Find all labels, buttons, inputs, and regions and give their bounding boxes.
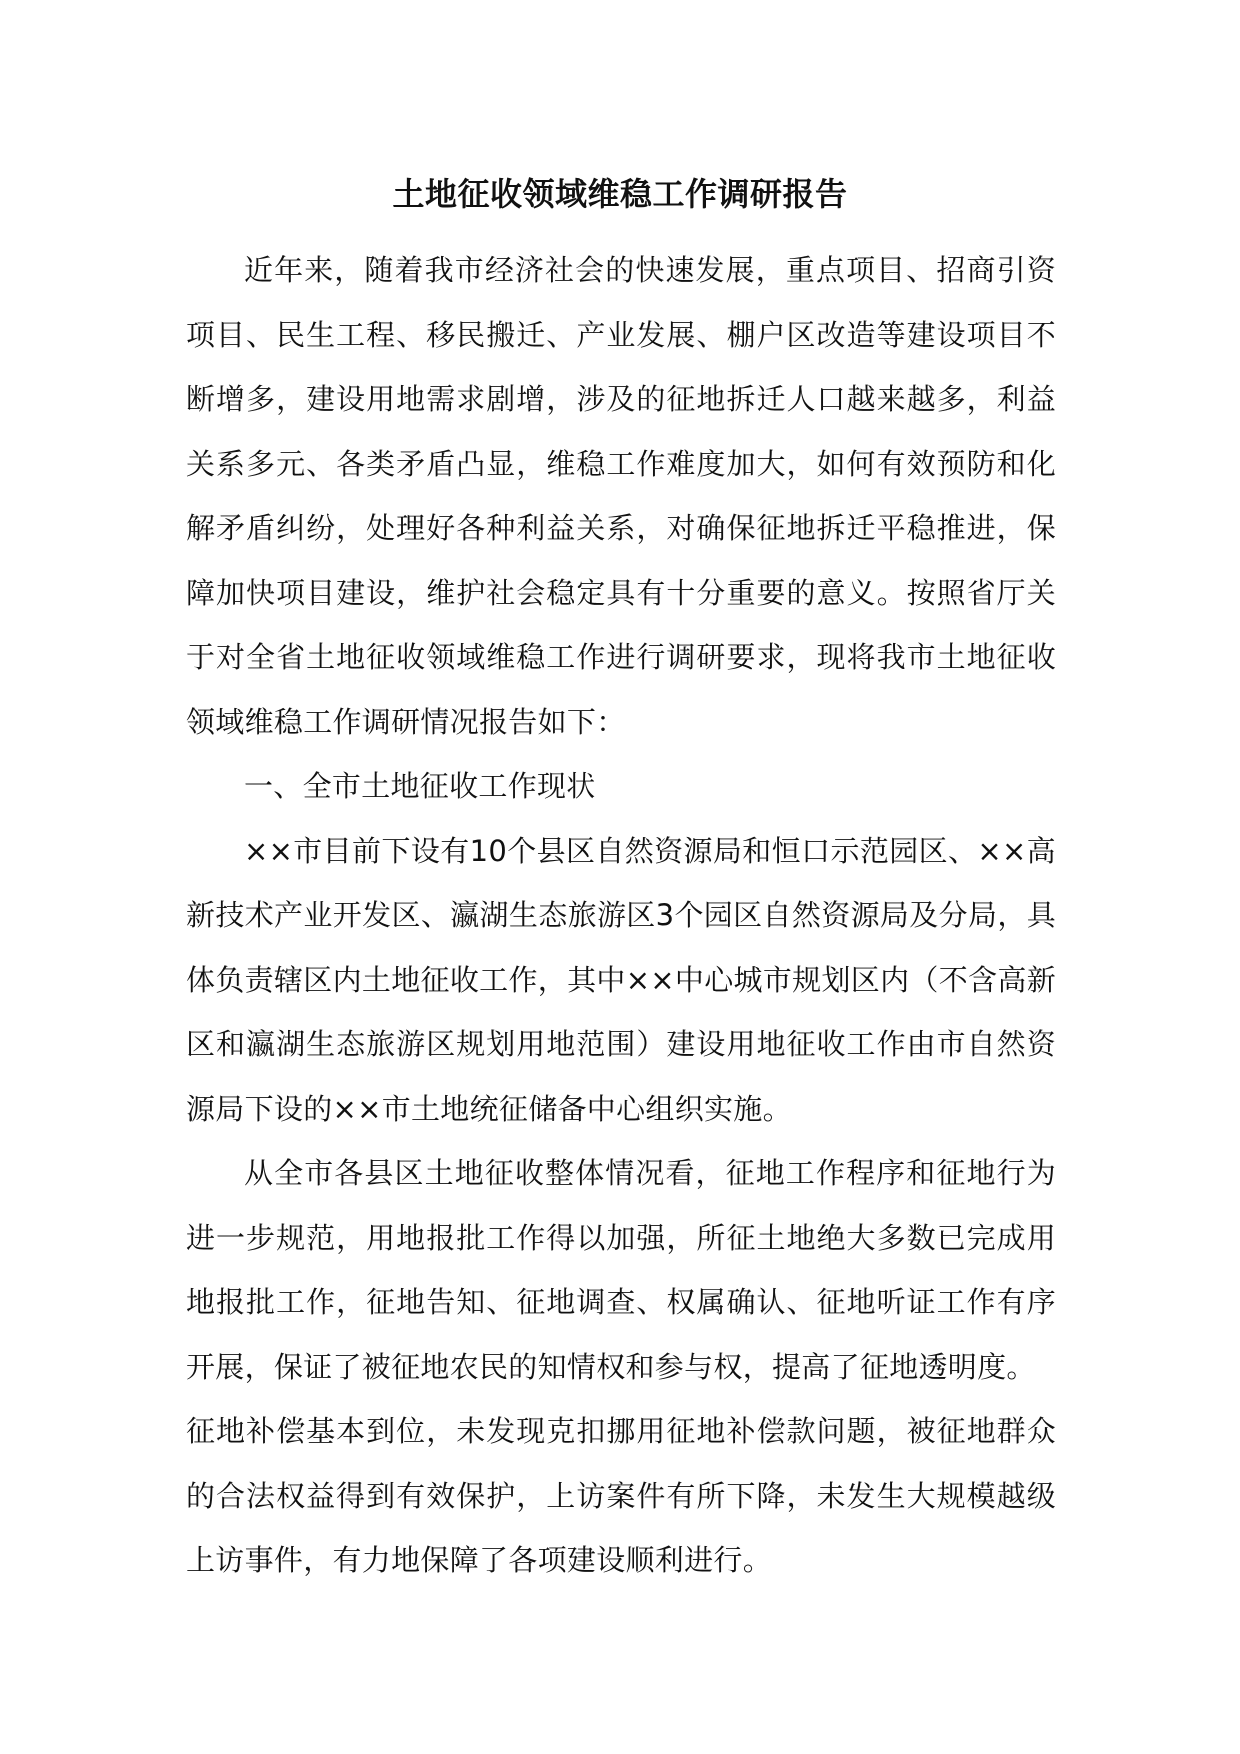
paragraph-agencies: ××市目前下设有10个县区自然资源局和恒口示范园区、××高新技术产业开发区、瀛湖生态旅游区3个园区自然资源局及分局，具体负责辖区内土地征收工作，其中××中心城市规划区内（不含高新区和瀛湖生态旅游区规划用地范围）建设用地征收工作由市自然资源局下设的××市土地统征储备中心组织实施。	[186, 833, 1056, 1126]
paragraph-overall-situation: 从全市各县区土地征收整体情况看，征地工作程序和征地行为进一步规范，用地报批工作得以加强，所征土地绝大多数已完成用地报批工作，征地告知、征地调查、权属确认、征地听证工作有序开展，保证了被征地农民的知情权和参与权，提高了征地透明度。	[186, 1156, 1056, 1384]
document-title: 土地征收领域维稳工作调研报告	[392, 175, 848, 213]
document-body	[186, 238, 1056, 1593]
paragraph-compensation: 征地补偿基本到位，未发现克扣挪用征地补偿款问题，被征地群众的合法权益得到有效保护，上访案件有所下降，未发生大规模越级上访事件，有力地保障了各项建设顺利进行。	[186, 1414, 1056, 1577]
section-heading: 一、全市土地征收工作现状	[244, 769, 596, 803]
intro-paragraph: 近年来，随着我市经济社会的快速发展，重点项目、招商引资项目、民生工程、移民搬迁、产业发展、棚户区改造等建设项目不断增多，建设用地需求剧增，涉及的征地拆迁人口越来越多，利益关系多元、各类矛盾凸显，维稳工作难度加大，如何有效预防和化解矛盾纠纷，处理好各种利益关系，对确保征地拆迁平稳推进，保障加快项目建设，维护社会稳定具有十分重要的意义。按照省厅关于对全省土地征收领域维稳工作进行调研要求，现将我市土地征收领域维稳工作调研情况报告如下：	[186, 253, 1056, 739]
